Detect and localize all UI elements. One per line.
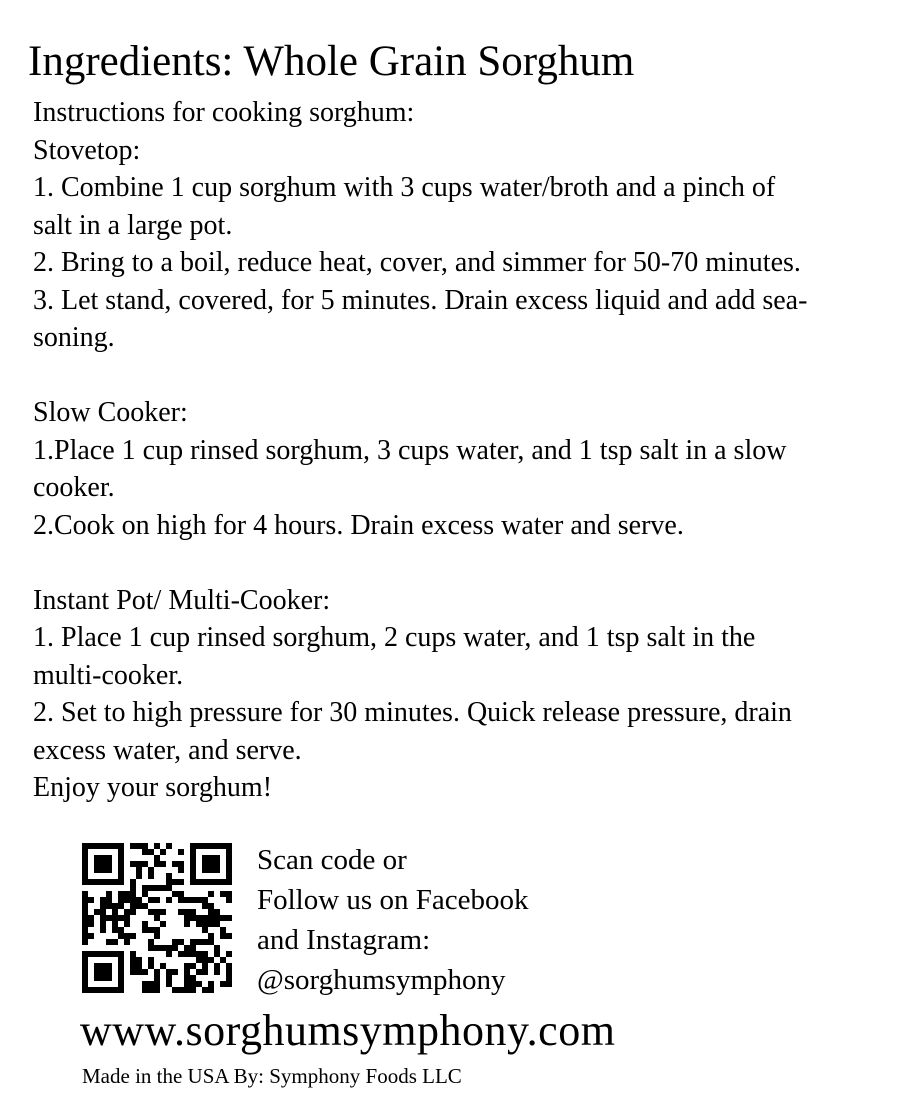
title: Ingredients: Whole Grain Sorghum: [28, 38, 635, 85]
slow-cooker-step-2: 2.Cook on high for 4 hours. Drain excess water and serve.: [33, 509, 684, 541]
stovetop-step-1-line-1: 1. Combine 1 cup sorghum with 3 cups water/broth and a pinch of: [33, 172, 776, 203]
instant-pot-step-2-line-1: 2. Set to high pressure for 30 minutes. Quick release pressure, drain: [33, 697, 792, 728]
slow-cooker-step-1-line-2: cooker.: [33, 472, 115, 503]
closing-line: Enjoy your sorghum!: [33, 772, 273, 803]
instructions-heading: Instructions for cooking sorghum:: [33, 97, 415, 128]
qr-code-icon[interactable]: [82, 843, 232, 993]
instant-pot-step-1-line-2: multi-cooker.: [33, 659, 184, 691]
social-handle: @sorghumsymphony: [257, 964, 506, 996]
instructions: [33, 94, 893, 807]
instant-pot-step-2-line-2: excess water, and serve.: [33, 734, 302, 766]
section-spacer: [33, 357, 893, 395]
social-block: [257, 840, 528, 1000]
instagram-text: and Instagram:: [257, 924, 431, 956]
stovetop-step-1-line-2: salt in a large pot.: [33, 209, 233, 241]
stovetop-step-3-line-2: soning.: [33, 322, 115, 353]
stovetop-step-2: 2. Bring to a boil, reduce heat, cover, and simmer for 50-70 minutes.: [33, 247, 801, 278]
instant-pot-step-1-line-1: 1. Place 1 cup rinsed sorghum, 2 cups water, and 1 tsp salt in the: [33, 622, 756, 653]
stovetop-heading: Stovetop:: [33, 134, 141, 166]
instant-pot-heading: Instant Pot/ Multi-Cooker:: [33, 584, 331, 616]
scan-code-text: Scan code or: [257, 844, 407, 876]
slow-cooker-step-1-line-1: 1.Place 1 cup rinsed sorghum, 3 cups water, and 1 tsp salt in a slow: [33, 434, 787, 466]
slow-cooker-heading: Slow Cooker:: [33, 397, 188, 428]
made-in-usa-text: Made in the USA By: Symphony Foods LLC: [82, 1064, 462, 1088]
follow-facebook-text: Follow us on Facebook: [257, 884, 529, 916]
website-url: www.sorghumsymphony.com: [80, 1006, 616, 1055]
section-spacer: [33, 544, 893, 582]
stovetop-step-3-line-1: 3. Let stand, covered, for 5 minutes. Drain excess liquid and add sea-: [33, 284, 808, 316]
